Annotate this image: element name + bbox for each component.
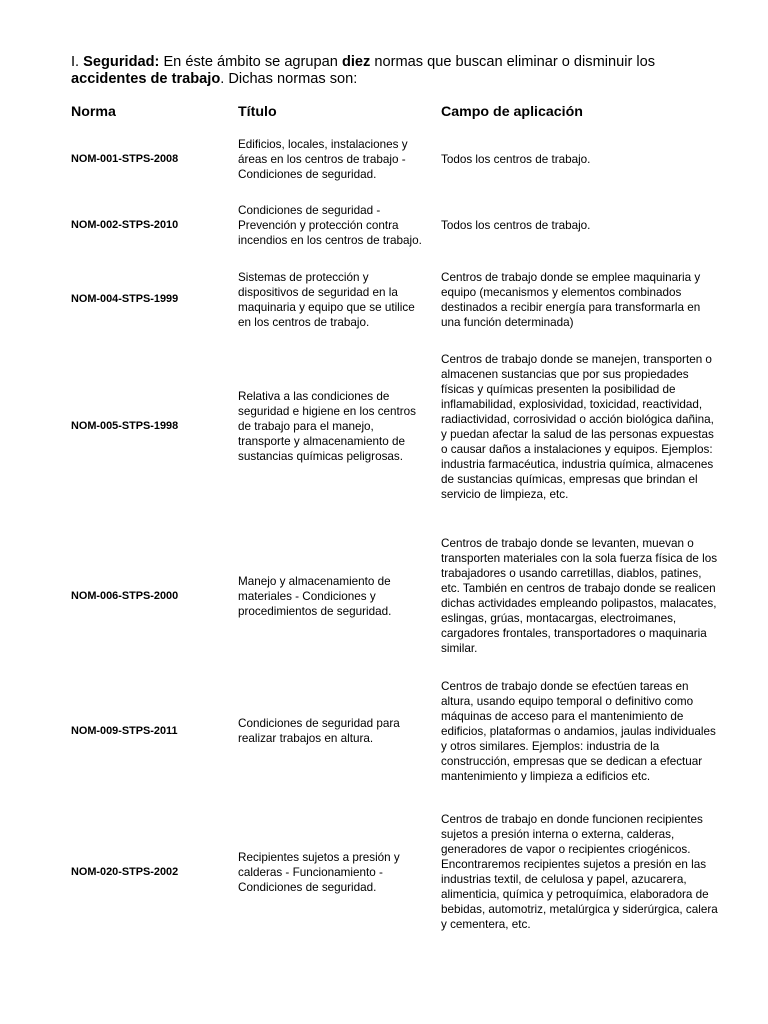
titulo-cell: Sistemas de protección y dispositivos de seguridad en la maquinaria y equipo que se utilice en los centros de trabajo. (238, 270, 415, 329)
intro-prefix: I. (71, 54, 84, 70)
titulo-cell: Manejo y almacenamiento de materiales - Condiciones y procedimientos de seguridad. (238, 574, 392, 618)
intro-bold-seguridad: Seguridad: (83, 54, 160, 70)
titulo-cell: Recipientes sujetos a presión y calderas - Funcionamiento - Condiciones de seguridad. (238, 850, 400, 894)
intro-text-1: En éste ámbito se agrupan (159, 54, 342, 70)
norma-cell: NOM-002-STPS-2010 (71, 218, 179, 231)
column-header-norma: Norma (71, 104, 116, 120)
intro-bold-diez: diez (341, 54, 371, 70)
campo-cell: Todos los centros de trabajo. (441, 152, 591, 166)
titulo-cell: Relativa a las condiciones de seguridad e higiene en los centros de trabajo para el manejo, transporte y almacenamiento de sustancias químicas peligrosas. (238, 390, 417, 463)
norma-cell: NOM-005-STPS-1998 (71, 420, 179, 432)
norma-cell: NOM-001-STPS-2008 (71, 152, 179, 165)
campo-cell: Centros de trabajo donde se efectúen tareas en altura, usando equipo temporal o definitivo como máquinas de acceso para el mantenimiento de edificios, plataformas o andamios, jaulas individuales y otros similares. Ejemplos: industria de la construcción, empresas que se dedican a efectuar mantenimiento y limpieza a edificios etc. (441, 679, 716, 783)
column-header-campo: Campo de aplicación (441, 104, 583, 120)
campo-cell: Centros de trabajo donde se emplee maquinaria y equipo (mecanismos y elementos combinados destinados a recibir energía para transformarla en una función determinada) (441, 270, 701, 329)
campo-cell: Centros de trabajo donde se manejen, transporten o almacenen sustancias que por sus propiedades físicas y químicas presenten la posibilidad de inflamabilidad, explosividad, toxicidad, reactividad, radiactividad, corrosividad o acción biológica dañina, y puedan afectar la salud de las personas expuestas o causar daños a instalaciones y equipos. Ejemplos: industria farmacéutica, industria química, almacenes de sustancias químicas, empresas que brindan el servicio de limpieza, etc. (441, 352, 714, 501)
intro-text-2: normas que buscan eliminar o disminuir los (370, 54, 656, 70)
campo-cell: Todos los centros de trabajo. (441, 218, 591, 232)
table-row (0, 194, 768, 256)
intro-bold-accidentes: accidentes de trabajo (71, 71, 221, 87)
intro-text-3: . Dichas normas son: (220, 71, 358, 87)
titulo-cell: Edificios, locales, instalaciones y áreas en los centros de trabajo - Condiciones de seguridad. (238, 137, 408, 181)
table-row (0, 668, 768, 794)
table-row (0, 134, 768, 184)
column-header-titulo: Título (238, 104, 277, 120)
norma-cell: NOM-004-STPS-1999 (71, 293, 179, 305)
table-row (0, 343, 768, 510)
titulo-cell: Condiciones de seguridad para realizar trabajos en altura. (238, 717, 400, 745)
campo-cell: Centros de trabajo en donde funcionen recipientes sujetos a presión interna o externa, calderas, generadores de vapor o recipientes criogénicos. Encontraremos recipientes sujetos a presión en las industrias textil, de celulosa y papel, azucarera, alimenticia, química y petroquímica, elaboradora de bebidas, automotriz, metalúrgica y siderúrgica, calera y cementera, etc. (441, 813, 718, 931)
table-row (0, 267, 768, 332)
norma-cell: NOM-009-STPS-2011 (71, 724, 178, 737)
table-row (0, 802, 768, 942)
table-row (0, 534, 768, 658)
norma-cell: NOM-006-STPS-2000 (71, 589, 179, 602)
intro-paragraph (71, 54, 711, 88)
norma-cell: NOM-020-STPS-2002 (71, 865, 179, 878)
campo-cell: Centros de trabajo donde se levanten, muevan o transporten materiales con la sola fuerza física de los trabajadores o usando carretillas, diablos, patines, etc. También en centros de trabajo donde se realicen dichas actividades empleando polipastos, malacates, eslingas, grúas, montacargas, electroimanes, cargadores frontales, transportadores o maquinaria similar. (441, 537, 718, 655)
titulo-cell: Condiciones de seguridad - Prevención y protección contra incendios en los centros de trabajo. (238, 203, 422, 247)
